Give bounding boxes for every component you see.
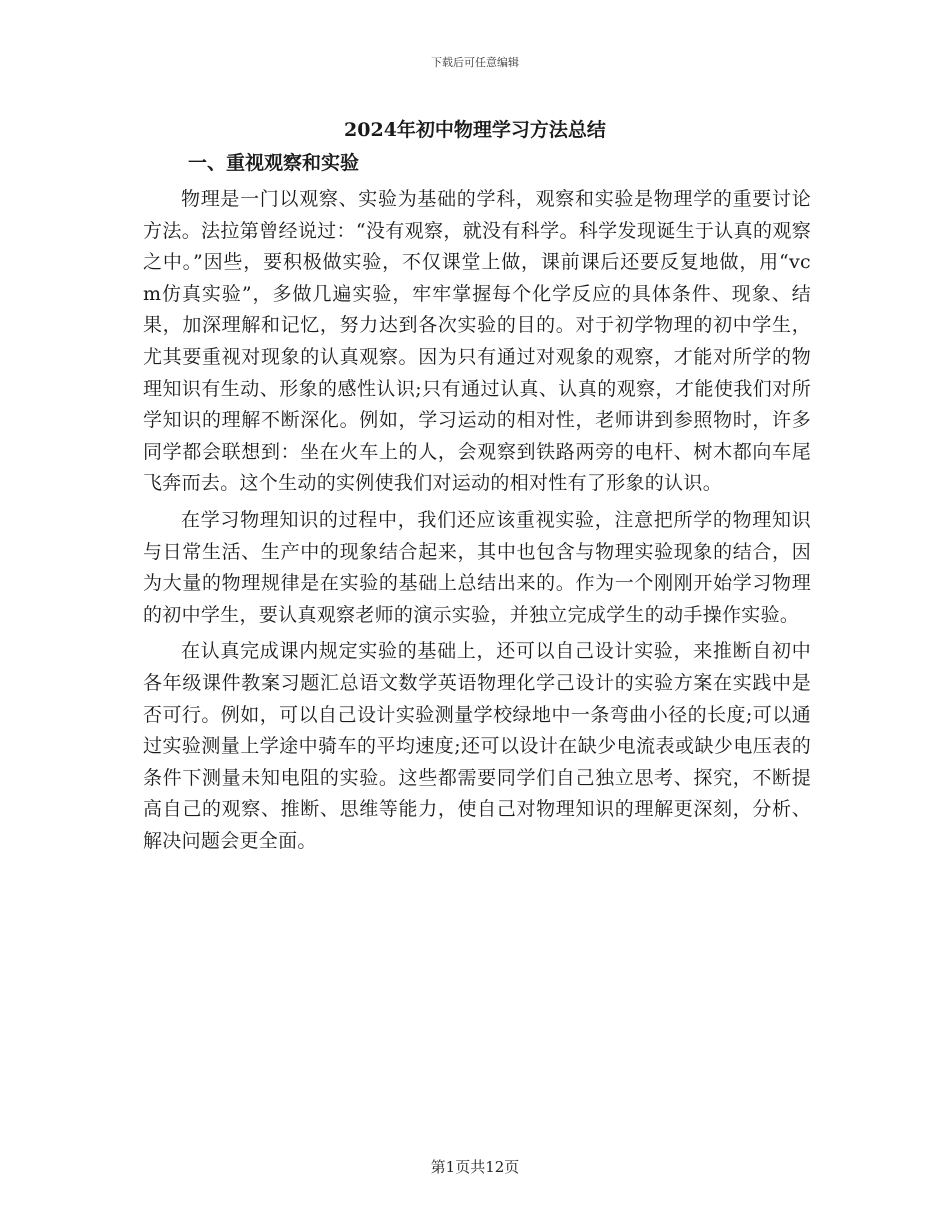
paragraph-2: 在学习物理知识的过程中，我们还应该重视实验，注意把所学的物理知识与日常生活、生产中的现象结合起来，其中也包含与物理实验现象的结合，因为大量的物理规律是在实验的基础上总结出来的。作为一个刚刚开始学习物理的初中学生，要认真观察老师的演示实验，并独立完成学生的动手操作实验。 [143,508,811,626]
page-header-note: 下载后可任意编辑 [431,56,519,69]
paragraph-1: 物理是一门以观察、实验为基础的学科，观察和实验是物理学的重要讨论方法。法拉第曾经说过：“没有观察，就没有科学。科学发现诞生于认真的观察之中。”因些，要积极做实验，不仅课堂上做，课前课后还要反复地做，用“vcm仿真实验”，多做几遍实验，牢牢掌握每个化学反应的具体条件、现象、结果，加深理解和记忆，努力达到各次实验的目的。对于初学物理的初中学生，尤其要重视对现象的认真观察。因为只有通过对观象的观察，才能对所学的物理知识有生动、形象的感性认识;只有通过认真、认真的观察，才能使我们对所学知识的理解不断深化。例如，学习运动的相对性，老师讲到参照物时，许多同学都会联想到：坐在火车上的人，会观察到铁路两旁的电杆、树木都向车尾飞奔而去。这个生动的实例使我们对运动的相对性有了形象的认识。 [143,188,811,495]
document-body [143,184,811,862]
paragraph-3: 在认真完成课内规定实验的基础上，还可以自己设计实验，来推断自初中各年级课件教案习题汇总语文数学英语物理化学己设计的实验方案在实践中是否可行。例如，可以自己设计实验测量学校绿地中一条弯曲小径的长度;可以通过实验测量上学途中骑车的平均速度;还可以设计在缺少电流表或缺少电压表的条件下测量未知电阻的实验。这些都需要同学们自己独立思考、探究，不断提高自己的观察、推断、思维等能力，使自己对物理知识的理解更深刻，分析、解决问题会更全面。 [143,640,811,852]
section-heading: 一、重视观察和实验 [188,152,360,174]
document-title: 2024年初中物理学习方法总结 [344,119,606,141]
page-number: 第1页共12页 [430,1158,520,1176]
